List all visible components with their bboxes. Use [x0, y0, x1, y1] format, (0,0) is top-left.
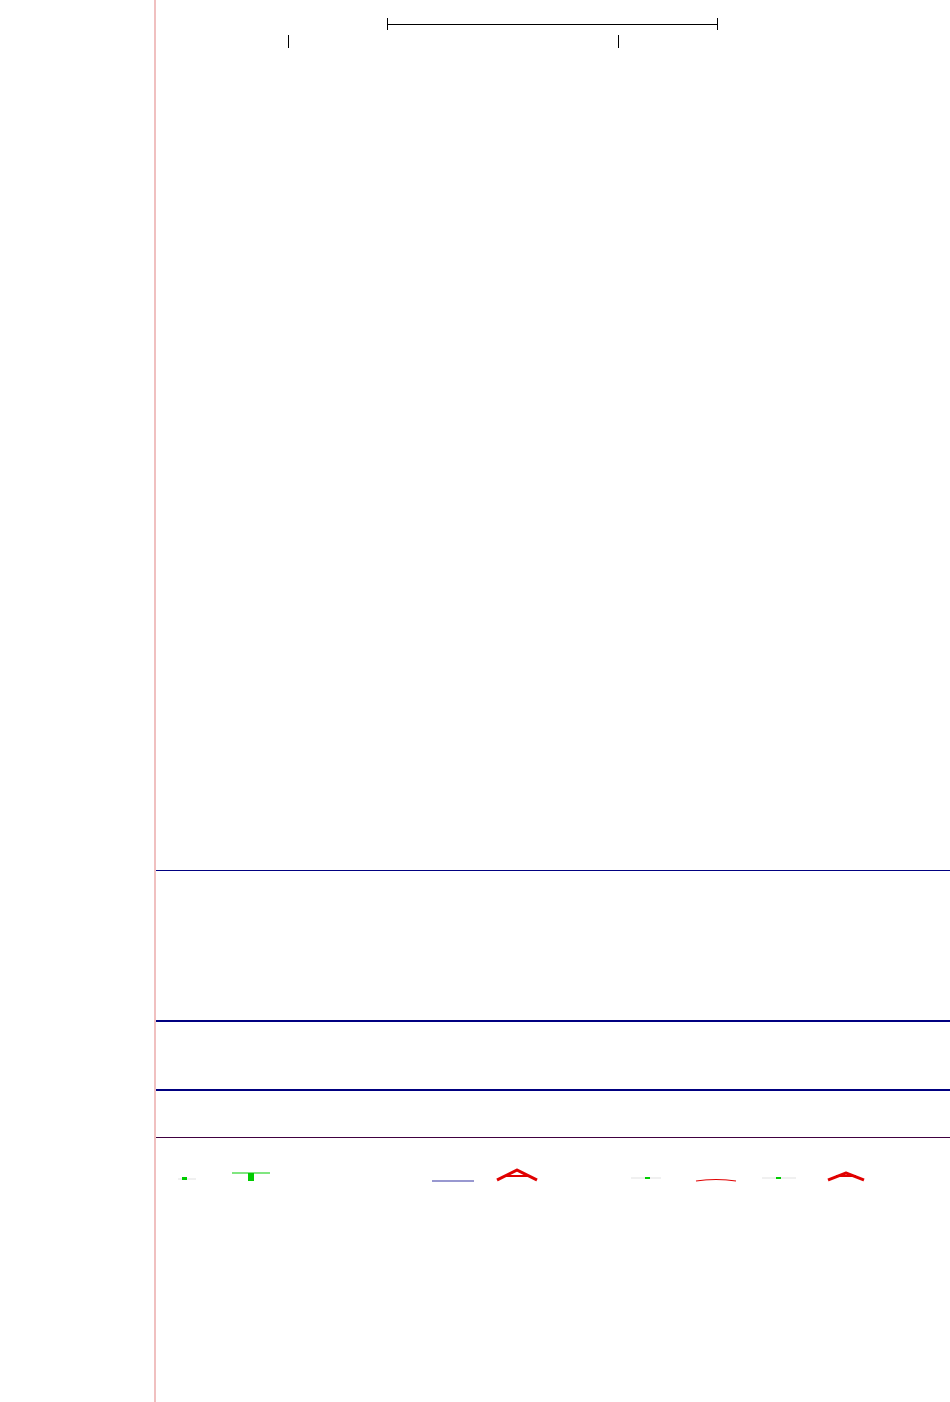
coord-right-tick: [618, 35, 619, 48]
gtex-ankub1-chart[interactable]: [156, 1004, 950, 1020]
phylop-mark-12: [776, 1177, 781, 1179]
label-divider: [154, 0, 156, 1402]
omim-gene-bar[interactable]: [156, 941, 950, 955]
refseq-line[interactable]: [156, 870, 950, 871]
phylop-mark-10: [696, 1180, 736, 1182]
phylop-chart[interactable]: [156, 1160, 950, 1190]
h3k27ac-baseline: [156, 1137, 950, 1138]
phylop-mark-4: [248, 1173, 254, 1181]
gtex-rnf13-chart[interactable]: [156, 1022, 950, 1090]
gtex-bottom-line: [156, 1089, 950, 1091]
scale-bar: [387, 17, 718, 31]
phylop-mark-2: [182, 1177, 187, 1180]
coord-left-tick: [288, 35, 289, 48]
phylop-mark-9: [645, 1177, 650, 1179]
